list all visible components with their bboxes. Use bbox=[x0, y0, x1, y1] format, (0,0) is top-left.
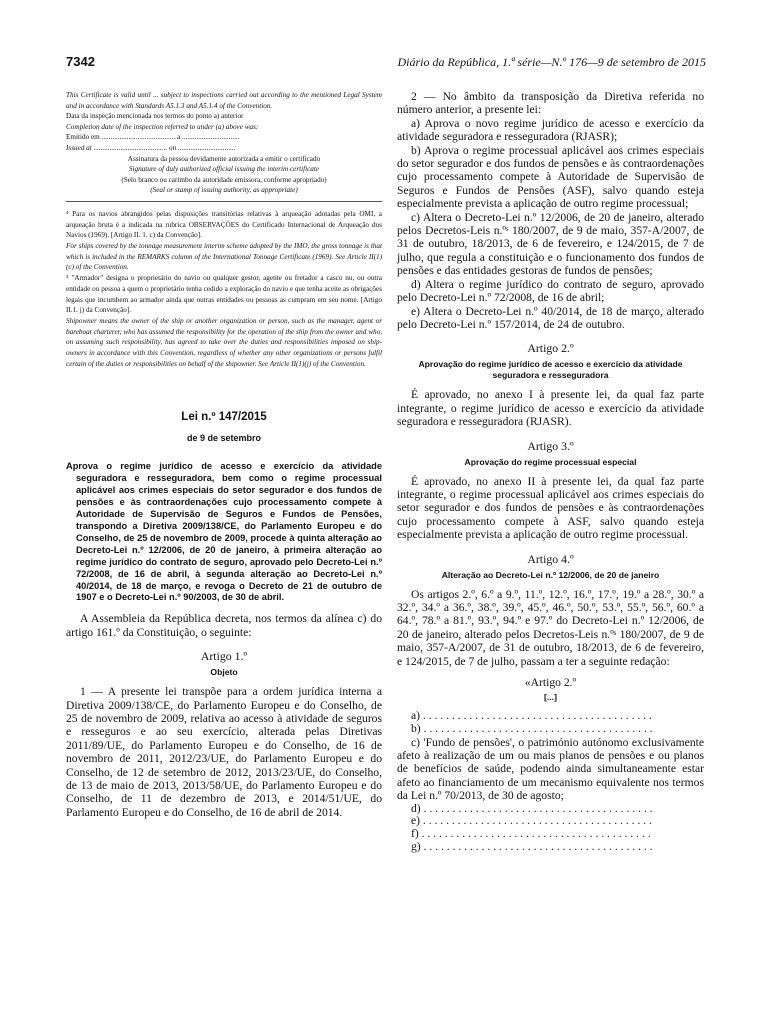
article-3-heading: Aprovação do regime processual especial bbox=[464, 456, 637, 467]
item-c: c) Altera o Decreto-Lei n.º 12/2006, de 20 de janeiro, alterado pelos Decretos-Leis n.ºˢ 180/2007, de 9 de maio, 357-A/2007, de 31 de outubro, 18/2013, de 6 de fevereiro, e 124/2015, de 7 de julho, que regula a constituição e o funcionamento dos fundos de pensões e das entidades gestoras de fundos de pensões; bbox=[397, 210, 704, 278]
law-intro: A Assembleia da República decreta, nos termos da alínea c) do artigo 161.º da Constituição, o seguinte: bbox=[66, 612, 382, 639]
article-3-text: É aprovado, no anexo II à presente lei, da qual faz parte integrante, o regime processual aplicável aos crimes especiais do setor segurador e dos fundos de pensões e às contraordenações cujo processamento compete à ASF, salvo quando esteja especialmente prevista a aplicação de outro regime processual. bbox=[397, 474, 704, 542]
quoted-line-f: f) . . . . . . . . . . . . . . . . . . . . . . . . . . . . . . . . . . . . . . . . bbox=[411, 828, 651, 841]
item-a: a) Aprova o novo regime jurídico de acesso e exercício da atividade seguradora e resseguradora (RJASR); bbox=[397, 116, 704, 144]
footnote-5-pt: ⁵ "Armador" designa o proprietário do navio ou qualquer gestor, agente ou fretador a casco nu, ou outra entidade ou pessoa a quem o proprietário tenha cedido a exploração do navio e que tenha aceite as obrigações legais que incumbem ao armador ainda que outras entidades ou pessoas as cumpram em seu nome. [Artigo II.1. j) da Convenção]. bbox=[66, 274, 382, 315]
quoted-article-title: «Artigo 2.º bbox=[524, 676, 577, 689]
footnote-5-en: Shipowner means the owner of the ship or another organization or person, such as the manager, agent or bareboat charterer, who has assumed the responsibility for the operation of the ship from the owner and who, on assuming such responsibility, has agreed to take over the duties and responsibilities imposed on ship-owners in accordance with this Convention, regardless of whether any other organizations or persons fulfil certain of the duties or responsibilities on behalf of the shipowner. See Article II(1)(j) of the Convention. bbox=[66, 316, 382, 368]
cert-validity-text: This Certificate is valid until ... subject to inspections carried out according to the mentioned Legal System and in accordance with Standards A5.1.3 and A5.1.4 of the Convention. bbox=[66, 91, 382, 110]
article-3-title: Artigo 3.º bbox=[527, 438, 574, 453]
page-header bbox=[66, 54, 706, 74]
law-title: Lei n.º 147/2015 bbox=[181, 411, 267, 424]
quoted-line-d: d) . . . . . . . . . . . . . . . . . . . . . . . . . . . . . . . . . . . . . . . . bbox=[411, 802, 653, 815]
cert-inspection-date-en: Completion date of the inspection referred to under (a) above was: bbox=[66, 122, 259, 131]
law-date: de 9 de setembro bbox=[186, 433, 262, 444]
quoted-line-a: a) . . . . . . . . . . . . . . . . . . . . . . . . . . . . . . . . . . . . . . . . bbox=[411, 710, 652, 722]
quoted-line-b: b) . . . . . . . . . . . . . . . . . . . . . . . . . . . . . . . . . . . . . . . . bbox=[411, 722, 653, 735]
cert-inspection-date-pt: Data da inspeção mencionada nos termos do ponto a) anterior bbox=[66, 112, 244, 121]
law-summary: Aprova o regime jurídico de acesso e exercício da atividade seguradora e resseguradora, bem como o regime processual aplicável aos crimes especiais do setor segurador e dos fundos de pensões e às contraordenações cujo processamento compete à Autoridade de Supervisão de Seguros e Fundos de Pensões, transpondo a Diretiva 2009/138/CE, do Parlamento Europeu e do Conselho, de 25 de novembro de 2009, procede à quinta alteração ao Decreto-Lei n.º 12/2006, de 20 de janeiro, à primeira alteração ao regime jurídico do contrato de seguro, aprovado pelo Decreto-Lei n.º 72/2008, de 16 de abril, à segunda alteração ao Decreto-Lei n.º 40/2014, de 18 de março, e revoga o Decreto de 21 de outubro de 1907 e o Decreto-Lei n.º 90/2003, de 30 de abril. bbox=[66, 461, 382, 603]
article-1-paragraph-1: 1 — A presente lei transpõe para a ordem jurídica interna a Diretiva 2009/138/CE, do Parlamento Europeu e do Conselho, de 25 de novembro de 2009, relativa ao acesso à atividade de seguros e resseguros e ao seu exercício, alterada pelas Diretivas 2011/89/UE, do Parlamento Europeu e do Conselho, de 16 de novembro de 2011, 2012/23/UE, do Parlamento Europeu e do Conselho, de 12 de setembro de 2012, 2013/23/UE, do Conselho, de 13 de maio de 2013, 2013/58/UE, do Parlamento Europeu e do Conselho, de 11 de dezembro de 2013, e 2014/51/UE, do Parlamento Europeu e do Conselho, de 16 de abril de 2014. bbox=[66, 685, 382, 819]
quoted-line-g: g) . . . . . . . . . . . . . . . . . . . . . . . . . . . . . . . . . . . . . . . . bbox=[411, 841, 653, 854]
left-column bbox=[66, 90, 382, 819]
footnote-4-pt: ⁴ Para os navios abrangidos pelas disposições transitórias relativas à arqueação adotadas pela OMI, a arqueação bruta é a indicada na rubrica OBSERVAÇÕES do Certificado Internacional de Arqueação dos Navios (1969). [Artigo II. 1. c) da Convenção]. bbox=[66, 209, 382, 240]
article-4-title: Artigo 4.º bbox=[527, 551, 574, 566]
footnote-4-en: For ships covered by the tonnage measurement interim scheme adopted by the IMO, the gross tonnage is that which is included in the REMARKS column of the International Tonnage Certificate (1969). See Article II(1)(c) of the Convention. bbox=[66, 242, 382, 272]
cert-seal-pt: (Selo branco ou carimbo da autoridade emissora, conforme apropriado) bbox=[121, 175, 327, 184]
article-1-heading: Objeto bbox=[210, 667, 238, 678]
journal-title: Diário da República, 1.ª série—N.º 176—9 de setembro de 2015 bbox=[397, 55, 706, 69]
article-2-heading: Aprovação do regime jurídico de acesso e exercício da atividade seguradora e resseguradora bbox=[418, 359, 683, 381]
cert-signature-pt: Assinatura da pessoa devidamente autorizada a emitir o certificado bbox=[127, 154, 321, 163]
page-number: 7342 bbox=[66, 54, 95, 69]
cert-seal-en: (Seal or stamp of issuing authority, as appropriate) bbox=[150, 186, 298, 195]
right-column bbox=[397, 90, 704, 854]
item-b: b) Aprova o regime processual aplicável aos crimes especiais do setor segurador e dos fundos de pensões e às contraordenações cujo processamento compete à Autoridade de Supervisão de Seguros e Fundos de Pensões (ASF), salvo quando esteja especialmente prevista a aplicação de outro regime processual; bbox=[397, 143, 704, 211]
cert-issued-pt: Emitido em ......................................... a ................................ bbox=[66, 133, 240, 142]
article-2-title: Artigo 2.º bbox=[527, 341, 574, 356]
cert-signature-en: Signature of duly authorized official issuing the interim certificate bbox=[128, 165, 320, 174]
article-1-title: Artigo 1.º bbox=[200, 649, 248, 664]
item-d: d) Altera o regime jurídico do contrato de seguro, aprovado pelo Decreto-Lei n.º 72/2008, de 16 de abril; bbox=[397, 277, 704, 305]
article-1-paragraph-2: 2 — No âmbito da transposição da Diretiva referida no número anterior, a presente lei: bbox=[397, 90, 704, 117]
item-e: e) Altera o Decreto-Lei n.º 40/2014, de 18 de março, alterado pelo Decreto-Lei n.º 157/2014, de 24 de outubro. bbox=[397, 304, 704, 331]
article-4-text: Os artigos 2.º, 6.º a 9.º, 11.º, 12.º, 16.º, 17.º, 19.º a 28.º, 30.º a 32.º, 34.º a 36.º, 38.º, 39.º, 45.º, 46.º, 50.º, 53.º, 55.º, 56.º, 60.º a 64.º, 78.º a 81.º, 93.º, 94.º e 97.º do Decreto-Lei n.º 12/2006, de 20 de janeiro, alterado pelos Decretos-Leis n.ºˢ 180/2007, de 9 de maio, 357-A/2007, de 31 de outubro, 18/2013, de 6 de fevereiro, e 124/2015, de 7 de julho, passam a ter a seguinte redação: bbox=[397, 587, 704, 668]
article-2-text: É aprovado, no anexo I à presente lei, da qual faz parte integrante, o regime jurídico de acesso e exercício da atividade seguradora e resseguradora (RJASR). bbox=[397, 388, 704, 429]
quoted-ellipsis: [...] bbox=[544, 692, 557, 702]
article-4-heading: Alteração ao Decreto-Lei n.º 12/2006, de 20 de janeiro bbox=[441, 569, 660, 580]
cert-issued-en: Issued at ......................................... on ................................ bbox=[66, 143, 236, 152]
quoted-line-e: e) . . . . . . . . . . . . . . . . . . . . . . . . . . . . . . . . . . . . . . . . bbox=[411, 815, 652, 828]
footnote-divider bbox=[66, 201, 382, 202]
quoted-line-c: c) 'Fundo de pensões', o património autónomo exclusivamente afeto à realização de um ou mais planos de pensões e ou planos de benefícios de saúde, podendo ainda simultaneamente estar afeto ao financiamento de um mecanismo equivalente nos termos da Lei n.º 70/2013, de 30 de agosto; bbox=[397, 735, 704, 803]
